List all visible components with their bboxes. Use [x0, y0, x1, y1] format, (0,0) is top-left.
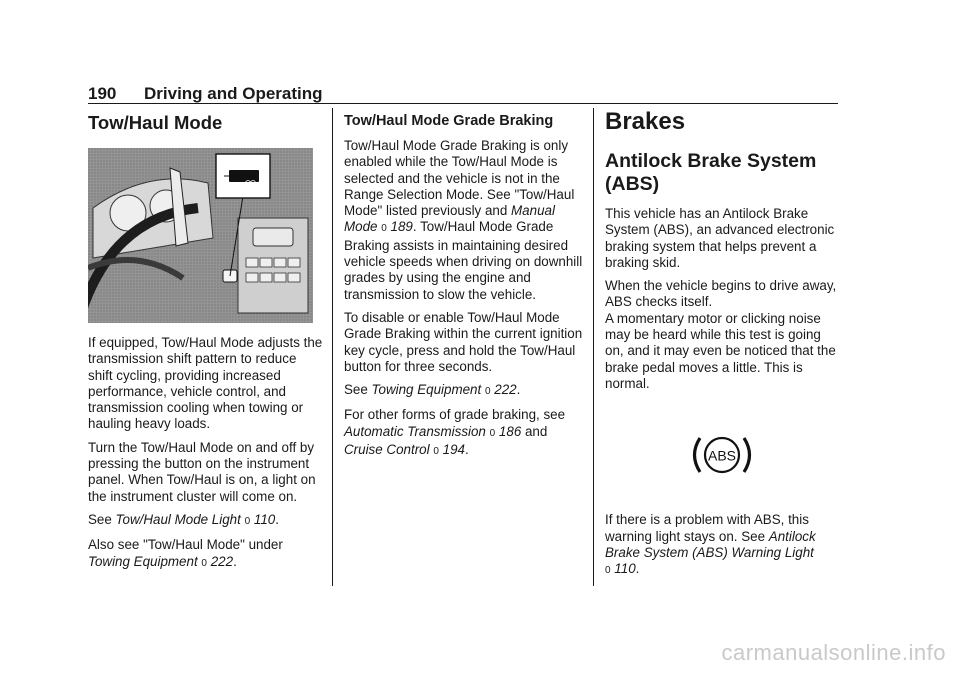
column-divider-1: [332, 108, 333, 586]
ref-towing-equipment[interactable]: Towing Equipment: [88, 553, 198, 569]
ref-automatic-transmission[interactable]: Automatic Transmission: [344, 423, 486, 439]
watermark: carmanualsonline.info: [721, 640, 946, 665]
page-ref-icon: 0: [381, 223, 387, 235]
page-ref-icon: 0: [433, 446, 439, 458]
tow-haul-para-4: Also see "Tow/Haul Mode" under Towing Equipment 0 222.: [88, 537, 283, 569]
abs-para-3: If there is a problem with ABS, this warning light stays on. See Antilock Brake System (ABS) Warning Light 0 110.: [605, 512, 816, 577]
abs-para-2a: When the vehicle begins to drive away, ABS checks itself.: [605, 278, 837, 310]
page-header: [88, 84, 838, 104]
ref-manual-mode[interactable]: Manual Mode: [344, 203, 555, 235]
ref-towing-equipment-2[interactable]: Towing Equipment: [371, 382, 482, 398]
page-ref-icon: 0: [244, 515, 251, 527]
grade-braking-para-3: See Towing Equipment 0 222.: [344, 382, 521, 398]
ref-abs-warning-light[interactable]: Antilock Brake System (ABS) Warning Light: [605, 528, 816, 560]
grade-braking-para-1: Tow/Haul Mode Grade Braking is only enabled while the Tow/Haul Mode is selected and the vehicle is not in the Range Selection Mode. See "Tow/Haul Mode" listed previously and Manual Mode 0 189. Tow/Haul Mode Grade Braking assists in maintaining desired vehicle speeds when driving on downhill grades by using the engine and transmission to slow the vehicle.: [344, 138, 583, 302]
header-rule: [88, 103, 838, 104]
ref-tow-haul-mode-light[interactable]: Tow/Haul Mode Light: [115, 511, 241, 527]
section-title: Driving and Operating: [144, 84, 323, 103]
page-ref-icon: 0: [484, 386, 491, 398]
ref-cruise-control[interactable]: Cruise Control: [344, 442, 430, 458]
abs-heading: Antilock Brake System (ABS): [605, 150, 817, 195]
page-number: 190: [88, 84, 117, 103]
grade-braking-heading: Tow/Haul Mode Grade Braking: [344, 113, 554, 129]
page-ref-icon: 0: [605, 565, 611, 577]
tow-haul-para-3: See Tow/Haul Mode Light 0 110.: [88, 511, 279, 527]
column-brakes: [605, 108, 841, 586]
abs-warning-icon: [691, 432, 753, 478]
dashboard-illustration: [88, 148, 313, 323]
abs-para-2b: A momentary motor or clicking noise may be heard while this test is going on, and it may even be noticed that the brake pedal moves a little. This is normal.: [605, 310, 836, 391]
grade-braking-para-4: For other forms of grade braking, see Automatic Transmission 0 186 and Cruise Control 0 194.: [344, 407, 566, 458]
tow-haul-para-2: Turn the Tow/Haul Mode on and off by pressing the button on the instrument panel. When Tow/Haul is on, a light on the instrument cluster will come on.: [88, 439, 316, 504]
abs-icon-label: ABS: [707, 447, 737, 464]
page-ref-icon: 0: [489, 427, 496, 439]
brakes-chapter-title: Brakes: [605, 108, 686, 135]
column-grade-braking: [344, 108, 584, 467]
grade-braking-para-2: To disable or enable Tow/Haul Mode Grade Braking within the current ignition key cycle, press and hold the Tow/Haul button for three seconds.: [344, 309, 583, 374]
column-tow-haul: [88, 108, 324, 579]
tow-haul-heading: Tow/Haul Mode: [88, 112, 223, 133]
abs-para-1: This vehicle has an Antilock Brake System (ABS), an advanced electronic braking system that helps prevent a braking skid.: [605, 206, 835, 270]
page-ref-icon: 0: [201, 557, 207, 569]
column-divider-2: [593, 108, 594, 586]
tow-haul-para-1: If equipped, Tow/Haul Mode adjusts the transmission shift pattern to reduce shift cycling, providing increased performance, vehicle control, and transmission cooling when towing or hauling heavy loads.: [88, 335, 323, 432]
